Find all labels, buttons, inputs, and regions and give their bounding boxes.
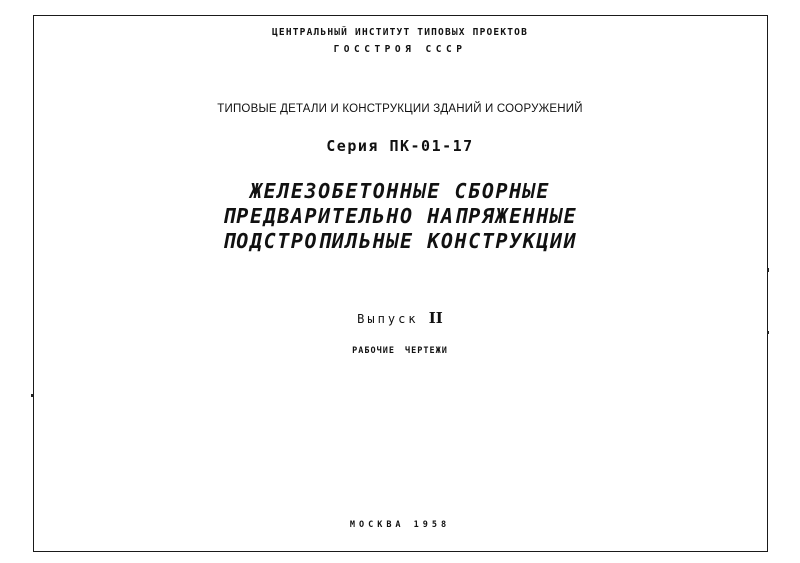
document-title-line-3: ПОДСТРОПИЛЬНЫЕ КОНСТРУКЦИИ <box>222 229 578 253</box>
category-subtitle: ТИПОВЫЕ ДЕТАЛИ И КОНСТРУКЦИИ ЗДАНИЙ И СООРУЖЕНИЙ <box>217 103 583 115</box>
institute-name: ЦЕНТРАЛЬНЫЙ ИНСТИТУТ ТИПОВЫХ ПРОЕКТОВ <box>271 27 529 38</box>
issue-number: II <box>428 309 443 327</box>
left-edge-mark <box>31 394 33 397</box>
series-number: Серия ПК-01-17 <box>326 137 474 155</box>
authority-name: ГОССТРОЯ СССР <box>333 44 467 55</box>
publication-place-year: МОСКВА 1958 <box>349 520 451 530</box>
issue-line <box>0 309 800 327</box>
issue-label: Выпуск <box>357 312 419 326</box>
document-title-line-2: ПРЕДВАРИТЕЛЬНО НАПРЯЖЕННЫЕ <box>222 204 578 228</box>
right-edge-mark-2 <box>767 331 769 334</box>
right-edge-mark <box>767 268 769 272</box>
document-title-line-1: ЖЕЛЕЗОБЕТОННЫЕ СБОРНЫЕ <box>249 179 551 203</box>
sheet-border <box>33 15 768 552</box>
working-drawings-label: РАБОЧИЕ ЧЕРТЕЖИ <box>352 346 448 356</box>
